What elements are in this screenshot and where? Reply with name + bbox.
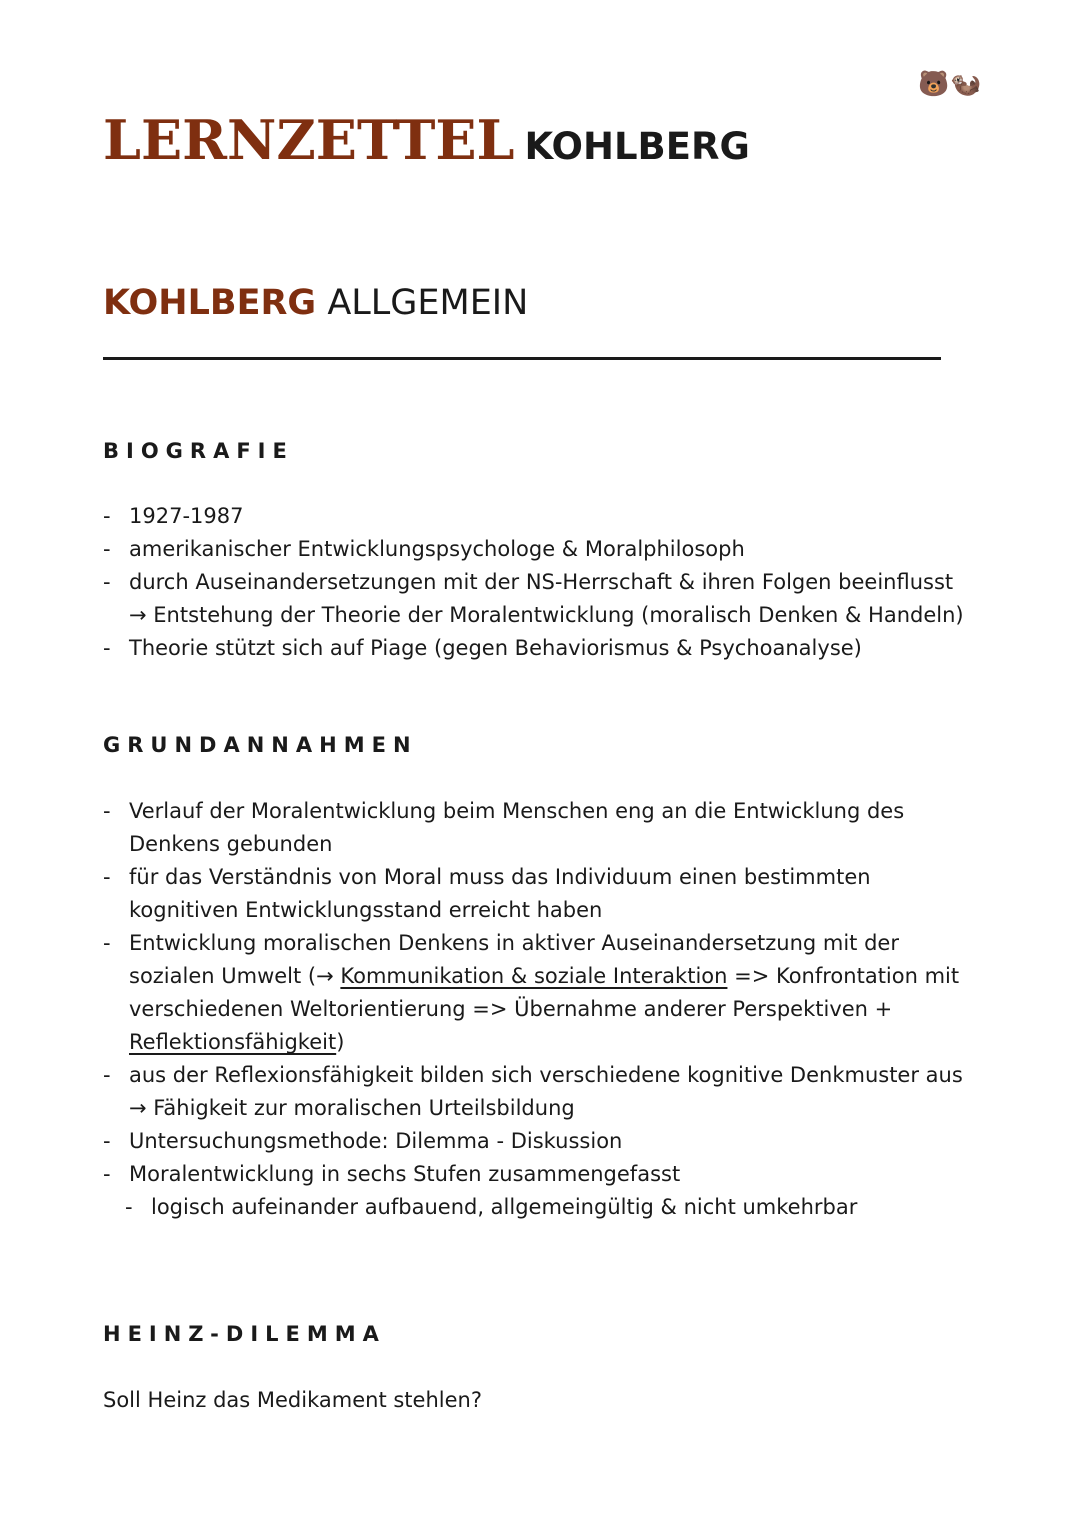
grundannahmen-list xyxy=(103,795,983,1224)
list-item: - Untersuchungsmethode: Dilemma - Diskussion xyxy=(103,1125,983,1158)
list-item: - Verlauf der Moralentwicklung beim Menschen eng an die Entwicklung des Denkens gebunden xyxy=(103,795,983,861)
section-heading-accent: KOHLBERG xyxy=(103,283,317,323)
section-heading-rest: ALLGEMEIN xyxy=(327,283,529,323)
list-subitem: - logisch aufeinander aufbauend, allgemeingültig & nicht umkehrbar xyxy=(103,1191,983,1224)
title-main: LERNZETTEL xyxy=(103,108,515,172)
list-item xyxy=(103,927,983,1059)
underlined-text: Kommunikation & soziale Interaktion xyxy=(340,964,728,988)
heinz-dilemma-heading: HEINZ-DILEMMA xyxy=(103,1322,386,1346)
bear-otter-emoji-icon: 🐻🦦 xyxy=(918,69,983,98)
list-item-arrow: → Entstehung der Theorie der Moralentwicklung (moralisch Denken & Handeln) xyxy=(129,603,964,627)
section-heading xyxy=(103,280,528,326)
list-item: - durch Auseinandersetzungen mit der NS-Herrschaft & ihren Folgen beeinflusst xyxy=(103,566,983,599)
underlined-text: Reflektionsfähigkeit xyxy=(129,1030,337,1054)
biografie-heading: BIOGRAFIE xyxy=(103,439,294,463)
heinz-question: Soll Heinz das Medikament stehlen? xyxy=(103,1388,482,1412)
list-item: - amerikanischer Entwicklungspsychologe & Moralphilosoph xyxy=(103,533,983,566)
heading-divider xyxy=(103,357,941,360)
list-item-arrow: → Fähigkeit zur moralischen Urteilsbildung xyxy=(129,1096,575,1120)
page-title xyxy=(103,108,750,180)
text-part: ) xyxy=(336,1030,345,1054)
list-item: - Theorie stützt sich auf Piage (gegen Behaviorismus & Psychoanalyse) xyxy=(103,632,983,665)
biografie-list xyxy=(103,500,983,665)
grundannahmen-heading: GRUNDANNAHMEN xyxy=(103,733,418,757)
text-part: Entwicklung moralischen Denkens in aktiver Auseinandersetzung mit der sozialen Umwelt (→ xyxy=(129,931,899,988)
list-item: - für das Verständnis von Moral muss das Individuum einen bestimmten kognitiven Entwicklungsstand erreicht haben xyxy=(103,861,983,927)
text-part: => Konfrontation mit verschiedenen Weltorientierung => Übernahme anderer Perspektiven + xyxy=(129,964,960,1021)
title-sub: KOHLBERG xyxy=(524,125,750,168)
list-item: - 1927-1987 xyxy=(103,500,983,533)
list-item: - aus der Reflexionsfähigkeit bilden sich verschiedene kognitive Denkmuster aus xyxy=(103,1059,983,1092)
list-item: - Moralentwicklung in sechs Stufen zusammengefasst xyxy=(103,1158,983,1191)
